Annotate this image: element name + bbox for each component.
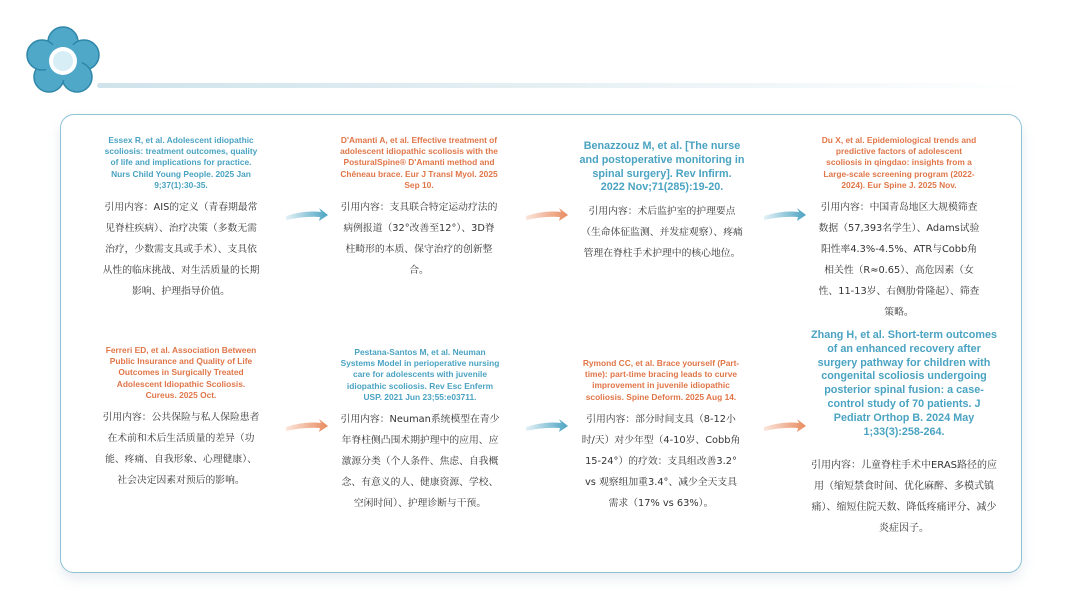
- arrow-right-icon: [763, 418, 807, 436]
- reference-card-5: [101, 345, 261, 491]
- reference-card-7: [581, 358, 741, 514]
- reference-description: 引用内容：AIS的定义（青春期最常见脊柱疾病）、治疗决策（多数无需治疗，少数需支具或手术）、支具依从性的临床挑战、对生活质量的长期影响、护理指导价值。: [102, 202, 260, 298]
- reference-card-6: [339, 347, 501, 514]
- reference-card-3: [579, 140, 745, 264]
- reference-description: 引用内容：儿童脊柱手术中ERAS路径的应用（缩短禁食时间、优化麻醉、多模式镇痛）、缩短住院天数、降低疼痛评分、减少炎症因子。: [810, 460, 998, 535]
- reference-citation: Essex R, et al. Adolescent idiopathic scoliosis: treatment outcomes, quality of life and implications for practice. Nurs Child Young People. 2025 Jan 9;37(1):30-35.: [104, 135, 258, 190]
- reference-description: 引用内容：支具联合特定运动疗法的病例报道（32°改善至12°）、3D脊柱畸形的本质、保守治疗的创新整合。: [340, 202, 498, 277]
- reference-citation: Benazzouz M, et al. [The nurse and postoperative monitoring in spinal surgery]. Rev Infirm. 2022 Nov;71(285):19-20.: [579, 140, 745, 194]
- arrow-right-icon: [525, 418, 569, 436]
- reference-citation: Ferreri ED, et al. Association Between Public Insurance and Quality of Life Outcomes in Surgically Treated Adolescent Idiopathic Scoliosis. Cureus. 2025 Oct.: [105, 345, 257, 400]
- reference-description: 引用内容：术后监护室的护理要点（生命体征监测、并发症观察）、疼痛管理在脊柱手术护理中的核心地位。: [581, 206, 743, 260]
- reference-citation: Rymond CC, et al. Brace yourself (Part-time): part-time bracing leads to curve improvement in juvenile idiopathic scoliosis. Spine Deform. 2025 Aug 14.: [582, 358, 740, 402]
- arrow-right-icon: [763, 207, 807, 225]
- reference-description: 引用内容：公共保险与私人保险患者在术前和术后生活质量的差异（功能、疼痛、自我形象、心理健康）、社会决定因素对预后的影响。: [102, 412, 260, 487]
- reference-citation: Pestana-Santos M, et al. Neuman Systems Model in perioperative nursing care for adolescents with juvenile idiopathic scoliosis. Rev Esc Enferm USP. 2021 Jun 23;55:e03711.: [340, 347, 500, 402]
- flower-logo-icon: [22, 24, 104, 94]
- header-divider: [97, 83, 1027, 88]
- reference-description: 引用内容：Neuman系统模型在青少年脊柱侧凸围术期护理中的应用、应激源分类（个人条件、焦虑、自我概念、有意义的人、健康资源、学校、空闲时间）、护理诊断与干预。: [340, 414, 500, 510]
- reference-citation: Zhang H, et al. Short-term outcomes of an enhanced recovery after surgery pathway for children with congenital scoliosis undergoing posterior spinal fusion: a case-control study of 70 patients. J Pediatr Orthop B. 2024 May 1;33(3):258-264.: [811, 329, 997, 438]
- reference-citation: Du X, et al. Epidemiological trends and predictive factors of adolescent scoliosis in qingdao: insights from a Large-scale screening program (2022-2024). Eur Spine J. 2025 Nov.: [821, 135, 977, 190]
- arrow-right-icon: [285, 207, 329, 225]
- reference-card-2: [339, 135, 499, 281]
- reference-card-1: [101, 135, 261, 302]
- reference-description: 引用内容：中国青岛地区大规模筛查数据（57,393名学生）、Adams试验阳性率4.3%-4.5%、ATR与Cobb角相关性（R≈0.65）、高危因素（女性、11-13岁、右侧肋骨隆起）、筛查策略。: [818, 202, 980, 319]
- reference-card-4: [817, 135, 981, 323]
- reference-description: 引用内容：部分时间支具（8-12小时/天）对少年型（4-10岁、Cobb角15-24°）的疗效：支具组改善3.2° vs 观察组加重3.4°、减少全天支具需求（17% vs 63%）。: [581, 413, 741, 509]
- reference-card-8: [809, 329, 999, 539]
- references-panel: [60, 114, 1022, 573]
- reference-citation: D'Amanti A, et al. Effective treatment of adolescent idiopathic scoliosis with the PosturalSpine® D'Amanti method and Chêneau brace. Eur J Transl Myol. 2025 Sep 10.: [340, 135, 498, 190]
- arrow-right-icon: [525, 207, 569, 225]
- arrow-right-icon: [285, 418, 329, 436]
